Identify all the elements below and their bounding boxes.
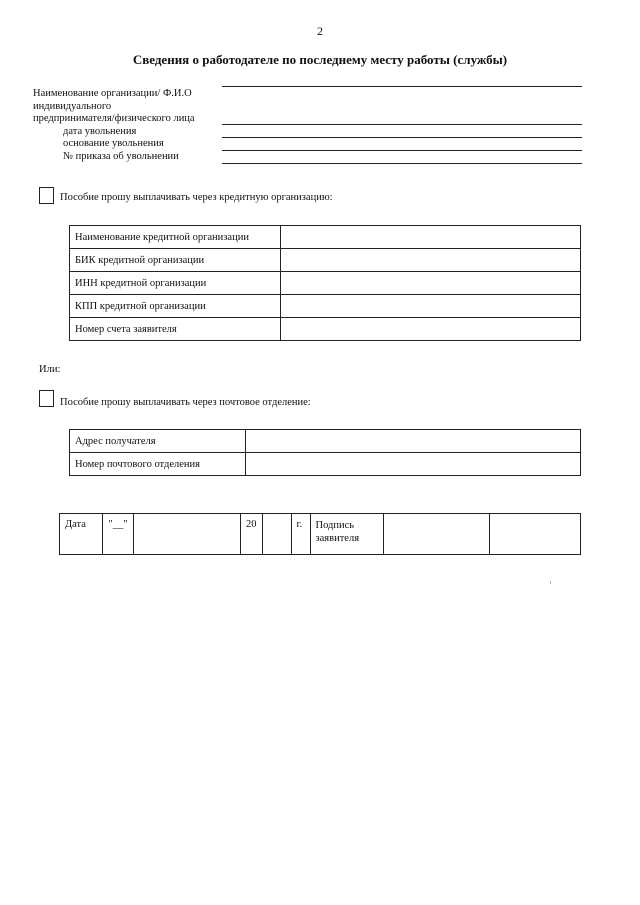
dismissal-reason-line[interactable] [222, 150, 582, 151]
bank-inn-value[interactable] [281, 272, 581, 295]
bank-option-label: Пособие прошу выплачивать через кредитную организацию: [60, 192, 333, 203]
table-row [70, 318, 581, 341]
employer-name-line-2[interactable] [222, 124, 582, 125]
year-suffix: г. [291, 514, 310, 555]
page-number: 2 [317, 24, 323, 38]
year-prefix: 20 [241, 514, 263, 555]
employer-name-label-3: предпринимателя/физического лица [33, 113, 195, 124]
bank-details-table [69, 225, 581, 341]
or-label: Или: [39, 364, 61, 375]
table-row [70, 430, 581, 453]
dismissal-reason-label: основание увольнения [63, 138, 164, 149]
recipient-address-label: Адрес получателя [70, 430, 246, 453]
post-option-checkbox[interactable] [39, 390, 54, 407]
bank-option-checkbox[interactable] [39, 187, 54, 204]
post-office-number-value[interactable] [246, 453, 581, 476]
account-number-label: Номер счета заявителя [70, 318, 281, 341]
signature-label-line-2: заявителя [315, 533, 360, 544]
employer-info-block [33, 88, 195, 163]
account-number-value[interactable] [281, 318, 581, 341]
signature-field[interactable] [383, 514, 489, 555]
table-row [70, 249, 581, 272]
bank-name-value[interactable] [281, 226, 581, 249]
table-row [60, 514, 581, 555]
employer-name-line-1[interactable] [222, 86, 582, 87]
table-row [70, 226, 581, 249]
date-label: Дата [60, 514, 103, 555]
scan-speck [550, 581, 551, 584]
signature-label [310, 514, 383, 555]
post-details-table [69, 429, 581, 476]
post-option-label: Пособие прошу выплачивать через почтовое отделение: [60, 397, 311, 408]
table-row [70, 453, 581, 476]
bank-name-label: Наименование кредитной организации [70, 226, 281, 249]
table-row [70, 272, 581, 295]
signature-label-line-1: Подпись [315, 520, 355, 531]
page-title: Сведения о работодателе по последнему месту работы (службы) [132, 52, 508, 67]
year-field[interactable] [262, 514, 291, 555]
dismissal-date-label: дата увольнения [63, 125, 137, 137]
bank-kpp-value[interactable] [281, 295, 581, 318]
dismissal-date-line[interactable] [222, 137, 582, 138]
bank-bik-value[interactable] [281, 249, 581, 272]
month-field[interactable] [134, 514, 241, 555]
day-field[interactable]: "__" [103, 514, 134, 555]
signature-transcript-field[interactable] [489, 514, 581, 555]
bank-inn-label: ИНН кредитной организации [70, 272, 281, 295]
employer-name-label-2: индивидуального [33, 100, 112, 112]
employer-name-label-1: Наименование организации/ Ф.И.О [33, 88, 192, 99]
bank-bik-label: БИК кредитной организации [70, 249, 281, 272]
table-row [70, 295, 581, 318]
date-signature-table [59, 513, 581, 555]
post-office-number-label: Номер почтового отделения [70, 453, 246, 476]
recipient-address-value[interactable] [246, 430, 581, 453]
dismissal-order-label: № приказа об увольнении [63, 150, 179, 162]
bank-kpp-label: КПП кредитной организации [70, 295, 281, 318]
dismissal-order-line[interactable] [222, 163, 582, 164]
